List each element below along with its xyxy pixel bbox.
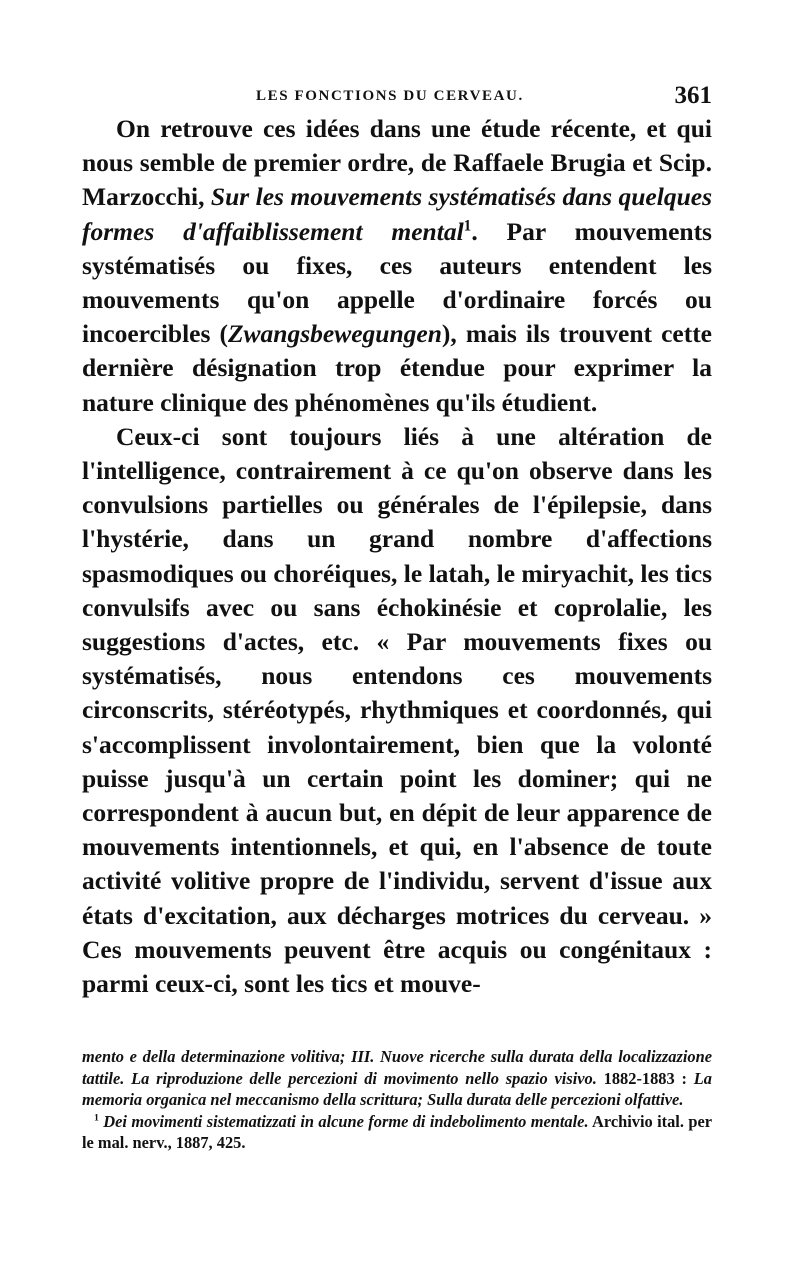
running-title: LES FONCTIONS DU CERVEAU. — [256, 88, 524, 104]
footnote-continued-part-a: mento e della determinazione volitiva; III. Nuove ricerche sulla durata della localizzazione tattile. La riproduzione delle percezioni di movimento nello spazio visivo. — [82, 1047, 712, 1088]
footnote-marker: 1 — [94, 1112, 99, 1124]
footnotes — [82, 1046, 712, 1154]
footnote-continued — [82, 1046, 712, 1111]
german-term: Zwangsbewegungen — [227, 319, 442, 349]
footnote-reference: 1 — [463, 217, 472, 235]
footnote-1-source: Archivio ital. per le mal. nerv., 1887, 425. — [82, 1111, 712, 1153]
paragraph-1-part-b: . Par mouvements systématisés ou fixes, ces auteurs entendent les mouvements qu'on appelle d'ordinaire forcés ou incoercibles ( — [82, 216, 712, 349]
paragraph-1-part-a: On retrouve ces idées dans une étude récente, et qui nous semble de premier ordre, de Raffaele Brugia et Scip. Marzocchi, — [82, 114, 712, 212]
footnote-continued-part-b: La memoria organica nel meccanismo della scrittura; Sulla durata delle percezioni olfattive. — [82, 1068, 712, 1110]
main-text — [82, 112, 712, 1001]
page-number: 361 — [674, 82, 712, 109]
paragraph-2: Ceux-ci sont toujours liés à une altération de l'intelligence, contrairement à ce qu'on observe dans les convulsions partielles ou générales de l'épilepsie, dans l'hystérie, dans un grand nombre d'affections spasmodiques ou choréiques, le latah, le miryachit, les tics convulsifs avec ou sans échokinésie et coprolalie, les suggestions d'actes, etc. « Par mouvements fixes ou systématisés, nous entendons ces mouvements circonscrits, stéréotypés, rhythmiques et coordonnés, qui s'accomplissent involontairement, bien que la volonté puisse jusqu'à un certain point les dominer; qui ne correspondent à aucun but, en dépit de leur apparence de mouvements intentionnels, et qui, en l'absence de toute activité volitive propre de l'individu, servent d'issue aux états d'excitation, aux décharges motrices du cerveau. » Ces mouvements peuvent être acquis ou congénitaux : parmi ceux-ci, sont les tics et mouve- — [82, 421, 712, 999]
footnote-years: 1882-1883 : — [603, 1068, 694, 1088]
paragraph-1-part-c: ), mais ils trouvent cette dernière désignation trop étendue pour exprimer la nature clinique des phénomènes qu'ils étudient. — [82, 319, 713, 417]
footnote-1-title: Dei movimenti sistematizzati in alcune forme di indebolimento mentale. — [98, 1111, 589, 1131]
page-header — [82, 84, 712, 112]
footnote-1 — [82, 1111, 712, 1154]
cited-title: Sur les mouvements systématisés dans quelques formes d'affaiblissement mental — [82, 182, 713, 246]
paragraph-1 — [82, 112, 712, 420]
